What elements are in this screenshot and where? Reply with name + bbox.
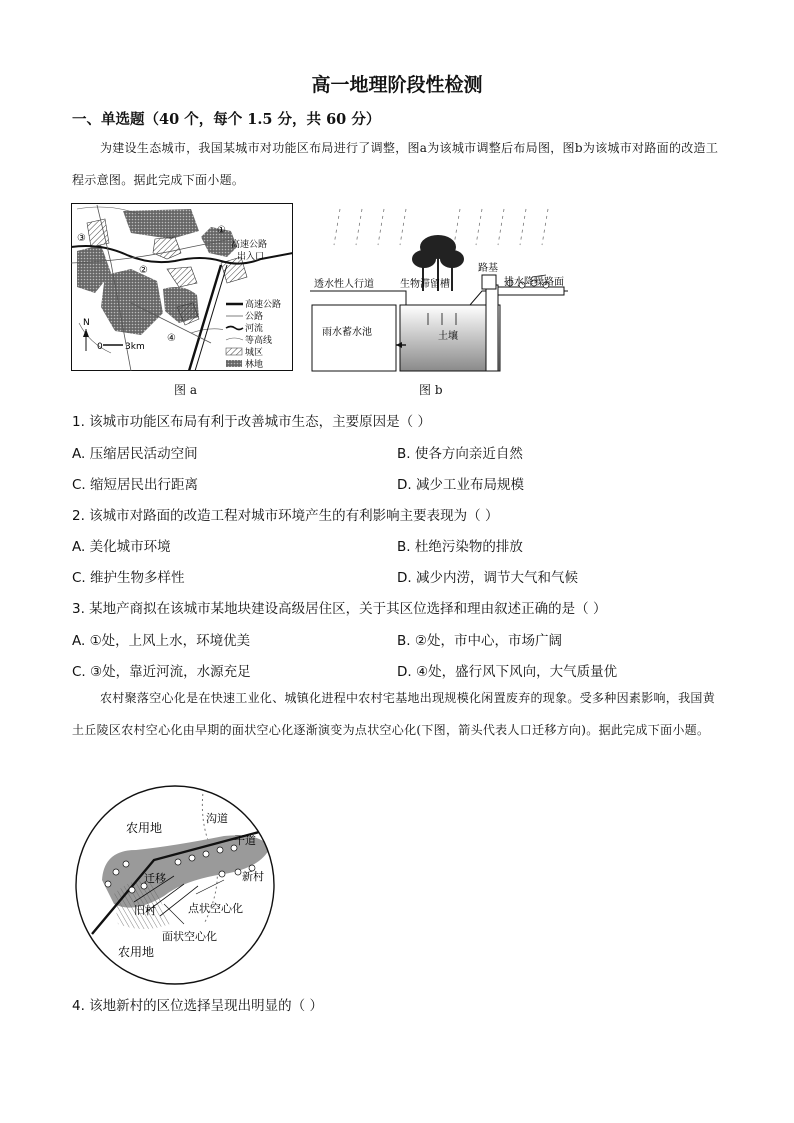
urban-district-1 <box>87 219 109 247</box>
label-soil: 土壤 <box>438 331 458 342</box>
intro-paragraph-1: 为建设生态城市，我国某城市对功能区布局进行了调整，图a为该城市调整后布局图，图b为该城市对路面的改造工程示意图。据此完成下面小题。 <box>72 141 719 187</box>
section-heading: 一、单选题（40 个，每个 1.5 分，共 60 分） <box>72 111 381 128</box>
q2-option-a: A. 美化城市环境 <box>72 539 171 555</box>
label-tank: 雨水蓄水池 <box>322 327 372 338</box>
map-marker-3: ③ <box>77 233 86 244</box>
q1-option-d: D. 减少工业布局规模 <box>397 477 524 493</box>
map-marker-4: ④ <box>167 333 176 344</box>
legend-highway: 高速公路 <box>245 300 282 310</box>
label-sidewalk: 透水性人行道 <box>314 279 374 290</box>
q4-stem: 4. 该地新村的区位选择呈现出明显的（ ） <box>72 998 323 1014</box>
q3-option-c: C. ③处，靠近河流，水源充足 <box>72 664 251 680</box>
figure-b-caption: 图 b <box>419 383 443 397</box>
label-gully: 沟道 <box>206 812 228 825</box>
q1-option-a: A. 压缩居民活动空间 <box>72 446 198 462</box>
legend-road: 公路 <box>245 312 264 322</box>
q2-option-c: C. 维护生物多样性 <box>72 570 185 586</box>
highway-exit-label-line1: 高速公路 <box>231 240 268 250</box>
q1-stem: 1. 该城市功能区布局有利于改善城市生态，主要原因是（ ） <box>72 414 431 430</box>
q3-option-b: B. ②处，市中心，市场广阔 <box>397 633 562 649</box>
label-old-village: 旧村 <box>134 904 156 917</box>
legend-river: 河流 <box>245 324 264 334</box>
q3-option-a: A. ①处，上风上水，环境优美 <box>72 633 251 649</box>
figure-a-map <box>71 203 293 371</box>
q1-option-c: C. 缩短居民出行距离 <box>72 477 199 493</box>
scale-km: 3km <box>125 342 145 352</box>
page-title: 高一地理阶段性检测 <box>311 74 483 96</box>
label-bioditch: 生物滞留槽 <box>400 279 450 290</box>
q1-option-b: B. 使各方向亲近自然 <box>397 446 523 462</box>
label-roadbed: 路基 <box>478 263 498 274</box>
label-trunk-road: 干道 <box>234 834 256 847</box>
map-marker-1: ① <box>217 225 226 236</box>
north-label: N <box>83 318 90 328</box>
label-new-village: 新村 <box>242 870 264 883</box>
figure-a-caption: 图 a <box>174 383 197 397</box>
q2-stem: 2. 该城市对路面的改造工程对城市环境产生的有利影响主要表现为（ ） <box>72 508 499 524</box>
intro-paragraph-2: 农村聚落空心化是在快速工业化、城镇化进程中农村宅基地出现规模化闲置废弃的现象。受多种因素影响，我国黄土丘陵区农村空心化由早期的面状空心化逐渐演变为点状空心化(下图，箭头代表人口迁移方向)。据此完成下面小题。 <box>72 691 716 737</box>
label-area-hollowing: 面状空心化 <box>162 930 217 943</box>
q3-stem: 3. 某地产商拟在该城市某地块建设高级居住区，关于其区位选择和理由叙述正确的是（ ） <box>72 601 607 617</box>
figure-c-diagram <box>74 784 276 986</box>
label-farmland-top: 农用地 <box>126 821 163 835</box>
legend-forest: 林地 <box>245 360 264 370</box>
label-drain: 排水降噪路面 <box>504 277 564 288</box>
q2-option-d: D. 减少内涝，调节大气和气候 <box>397 570 578 586</box>
label-farmland-bottom: 农用地 <box>118 945 155 959</box>
legend-urban: 城区 <box>245 348 264 358</box>
q2-option-b: B. 杜绝污染物的排放 <box>397 539 523 555</box>
label-point-hollowing: 点状空心化 <box>188 902 243 915</box>
map-marker-2: ② <box>139 265 148 276</box>
legend-contour: 等高线 <box>245 336 273 346</box>
rain-tank-box <box>312 305 396 371</box>
scale-zero: 0 <box>97 342 103 352</box>
label-migrate: 迁移 <box>144 872 166 885</box>
roadbed-box <box>482 275 496 289</box>
q3-option-d: D. ④处，盛行风下风向，大气质量优 <box>397 664 618 680</box>
highway-exit-label-line2: 出入口 <box>237 252 265 262</box>
figure-b-diagram <box>310 205 568 373</box>
